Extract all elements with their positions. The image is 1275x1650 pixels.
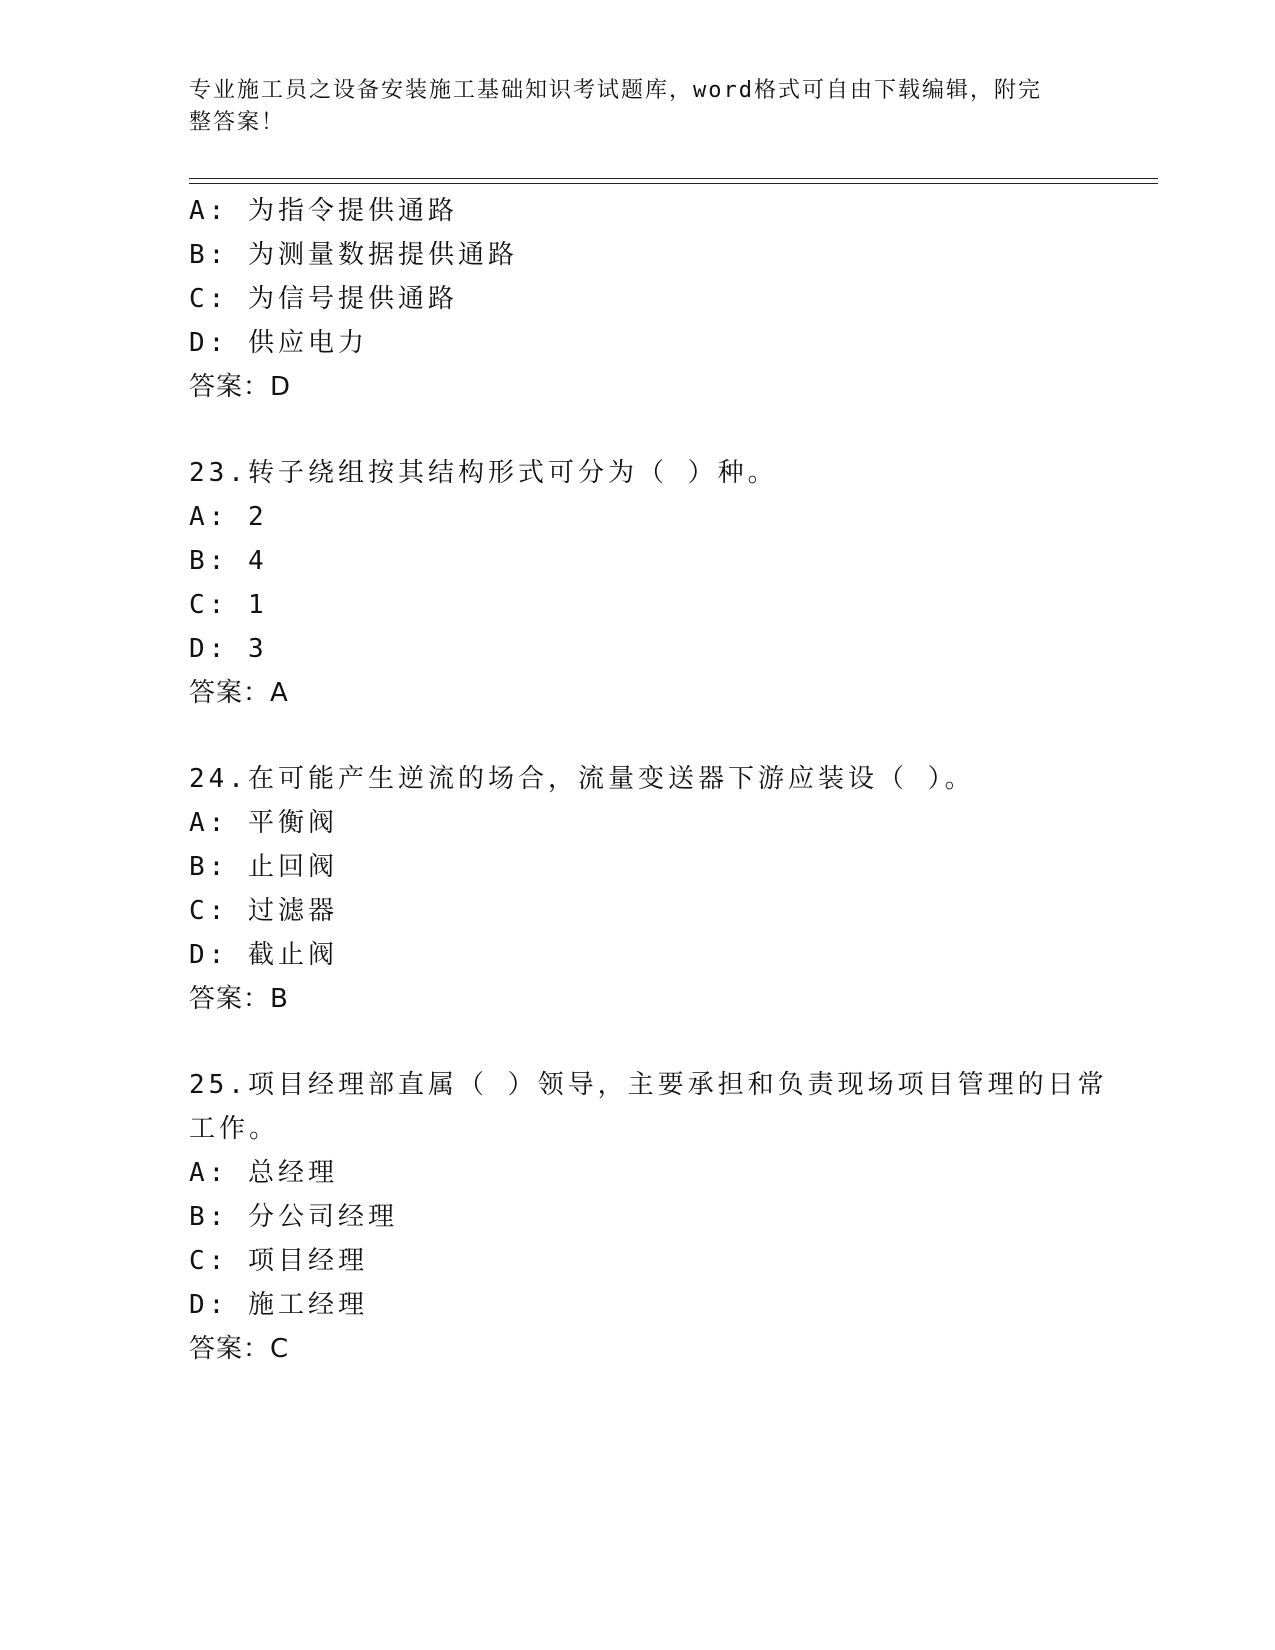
option-d: D: 截止阀 xyxy=(189,940,338,970)
header-divider-top xyxy=(189,178,1158,179)
answer: 答案：C xyxy=(189,1334,290,1364)
option-d: D: 3 xyxy=(189,634,268,664)
question-stem-line-2: 工作。 xyxy=(189,1114,280,1144)
option-a: A: 平衡阀 xyxy=(189,808,338,838)
option-d: D: 施工经理 xyxy=(189,1290,368,1320)
option-b: B: 止回阀 xyxy=(189,852,338,882)
option-a: A: 2 xyxy=(189,502,268,532)
option-b: B: 为测量数据提供通路 xyxy=(189,240,518,270)
option-a: A: 为指令提供通路 xyxy=(189,196,458,226)
option-a: A: 总经理 xyxy=(189,1158,338,1188)
header-title-line-1: 专业施工员之设备安装施工基础知识考试题库，word格式可自由下载编辑，附完 xyxy=(189,78,1042,103)
answer: 答案：A xyxy=(189,678,289,708)
header-title-line-2: 整答案！ xyxy=(189,110,286,135)
question-stem: 24.在可能产生逆流的场合，流量变送器下游应装设（ ）。 xyxy=(189,764,975,794)
answer: 答案：B xyxy=(189,984,289,1014)
option-d: D: 供应电力 xyxy=(189,328,368,358)
question-stem: 23.转子绕组按其结构形式可分为（ ）种。 xyxy=(189,458,778,488)
option-c: C: 1 xyxy=(189,590,268,620)
question-stem-line-1: 25.项目经理部直属（ ）领导，主要承担和负责现场项目管理的日常 xyxy=(189,1070,1108,1100)
header-divider-bottom xyxy=(189,183,1158,184)
answer: 答案：D xyxy=(189,372,292,402)
option-b: B: 4 xyxy=(189,546,268,576)
option-c: C: 过滤器 xyxy=(189,896,338,926)
option-c: C: 为信号提供通路 xyxy=(189,284,458,314)
option-c: C: 项目经理 xyxy=(189,1246,368,1276)
option-b: B: 分公司经理 xyxy=(189,1202,398,1232)
